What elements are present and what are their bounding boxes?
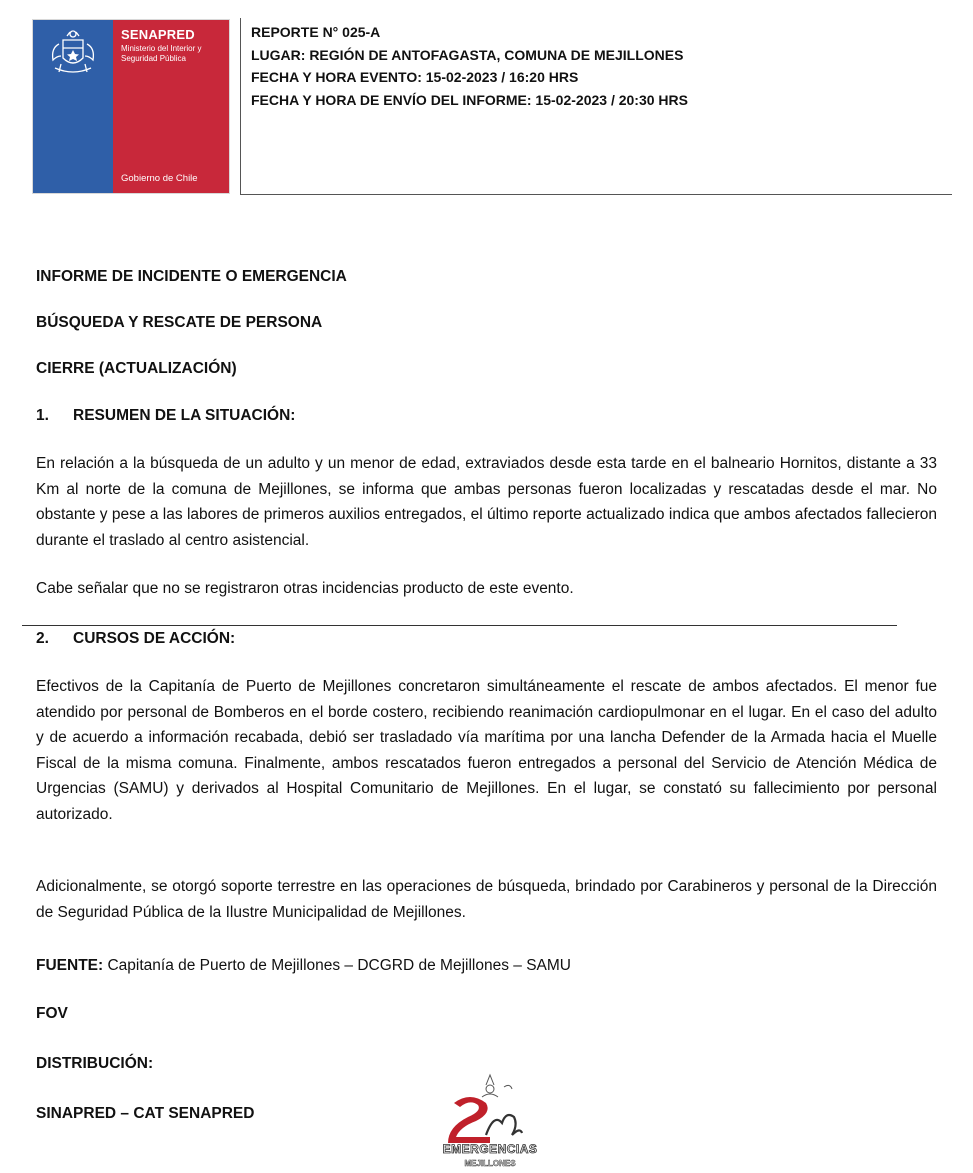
- report-meta: [251, 21, 688, 111]
- section-1-paragraph-1: En relación a la búsqueda de un adulto y un menor de edad, extraviados desde esta tarde en el balneario Hornitos, distante a 33 Km al norte de la comuna de Mejillones, se informa que ambas personas fueron localizadas y rescatadas desde el mar. No obstante y pese a las labores de primeros auxilios entregados, el último reporte actualizado indica que ambos afectados fallecieron durante el traslado al centro asistencial.: [36, 455, 937, 549]
- distribution-list: SINAPRED – CAT SENAPRED: [36, 1105, 255, 1122]
- status-title: CIERRE (ACTUALIZACIÓN): [36, 360, 237, 377]
- section-separator: [22, 625, 897, 626]
- section-1-number: 1.: [36, 407, 49, 424]
- report-event-datetime: FECHA Y HORA EVENTO: 15-02-2023 / 16:20 HRS: [251, 69, 579, 85]
- source-label: FUENTE:: [36, 957, 104, 974]
- section-2-title: CURSOS DE ACCIÓN:: [73, 630, 236, 647]
- logo-ministry: Ministerio del Interior y Seguridad Pública: [121, 44, 202, 63]
- incident-type-title: BÚSQUEDA Y RESCATE DE PERSONA: [36, 314, 323, 331]
- section-2-heading: [36, 630, 235, 648]
- section-2-paragraph-1: Efectivos de la Capitanía de Puerto de Mejillones concretaron simultáneamente el rescate de ambos afectados. El menor fue atendido por personal de Bomberos en el borde costero, recibiendo reanimación cardiopulmonar en el lugar. En el caso del adulto y de acuerdo a información recabada, debió ser trasladado vía marítima por una lancha Defender de la Armada hacia el Muelle Fiscal de la misma comuna. Finalmente, ambos rescatados fueron entregados a personal del Servicio de Atención Médica de Urgencias (SAMU) y derivados al Hospital Comunitario de Mejillones. En el lugar, se constató su fallecimiento por personal autorizado.: [36, 678, 937, 823]
- section-2-number: 2.: [36, 630, 49, 647]
- author-initials: FOV: [36, 1005, 68, 1022]
- source-line: [36, 953, 937, 979]
- section-1-title: RESUMEN DE LA SITUACIÓN:: [73, 407, 296, 424]
- section-2-paragraph-2: Adicionalmente, se otorgó soporte terrestre en las operaciones de búsqueda, brindado por Carabineros y personal de la Dirección de Seguridad Pública de la Ilustre Municipalidad de Mejillones.: [36, 878, 937, 921]
- report-number: REPORTE N° 025-A: [251, 24, 381, 40]
- main-title: INFORME DE INCIDENTE O EMERGENCIA: [36, 268, 347, 285]
- logo-red-panel: [113, 20, 229, 193]
- logo-government: Gobierno de Chile: [121, 173, 198, 184]
- report-location: LUGAR: REGIÓN DE ANTOFAGASTA, COMUNA DE MEJILLONES: [251, 46, 684, 63]
- stamp-subtext: MEJILLONES: [464, 1159, 516, 1168]
- logo-blue-panel: [33, 20, 113, 193]
- coat-of-arms-icon: [45, 26, 101, 78]
- emergencias-mejillones-logo-icon: [420, 1073, 560, 1170]
- distribution-label: DISTRIBUCIÓN:: [36, 1055, 154, 1072]
- source-text: Capitanía de Puerto de Mejillones – DCGRD de Mejillones – SAMU: [103, 957, 571, 974]
- section-1-heading: [36, 407, 295, 425]
- senapred-logo: [33, 20, 229, 193]
- logo-brand: SENAPRED: [121, 27, 195, 42]
- stamp-text: EMERGENCIAS: [442, 1142, 538, 1156]
- header-divider-vertical: [240, 18, 241, 195]
- header-divider-horizontal: [240, 194, 952, 195]
- report-sent-datetime: FECHA Y HORA DE ENVÍO DEL INFORME: 15-02-2023 / 20:30 HRS: [251, 91, 688, 108]
- section-1-paragraph-2: Cabe señalar que no se registraron otras incidencias producto de este evento.: [36, 580, 574, 597]
